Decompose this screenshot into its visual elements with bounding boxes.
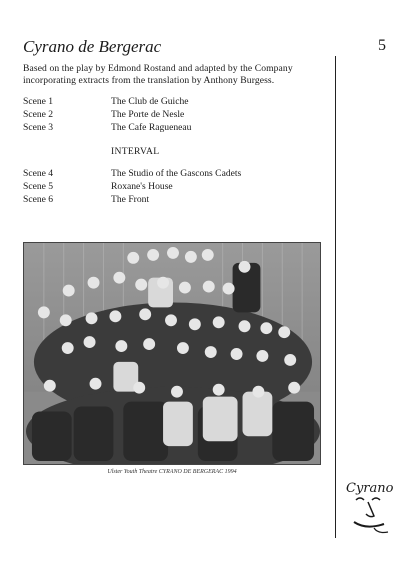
scene-name: The Porte de Nesle bbox=[111, 109, 185, 120]
scene-label: Scene 5 bbox=[23, 181, 54, 192]
logo-wordmark: Cyrano bbox=[346, 481, 394, 496]
scene-row bbox=[23, 109, 184, 120]
interval-heading: INTERVAL bbox=[111, 146, 160, 157]
scene-name: The Front bbox=[111, 194, 150, 205]
scene-name: Roxane's House bbox=[111, 181, 173, 192]
scene-label: Scene 1 bbox=[23, 96, 54, 107]
cyrano-logo-icon bbox=[344, 478, 396, 538]
page-title: Cyrano de Bergerac bbox=[23, 37, 162, 56]
intro-line: incorporating extracts from the translation by Anthony Burgess. bbox=[23, 75, 275, 86]
scene-row bbox=[23, 168, 241, 179]
scene-label: Scene 4 bbox=[23, 168, 54, 179]
intro-text bbox=[23, 63, 328, 87]
scene-name: The Club de Guiche bbox=[111, 96, 189, 107]
scene-label: Scene 3 bbox=[23, 122, 54, 133]
scene-row bbox=[23, 194, 149, 205]
scene-label: Scene 2 bbox=[23, 109, 54, 120]
scene-name: The Studio of the Gascons Cadets bbox=[111, 168, 242, 179]
page-number: 5 bbox=[378, 37, 386, 54]
scene-row bbox=[23, 181, 173, 192]
photo-caption: Ulster Youth Theatre CYRANO DE BERGERAC 1994 bbox=[107, 469, 237, 475]
scene-name: The Cafe Ragueneau bbox=[111, 122, 192, 133]
vertical-divider bbox=[335, 56, 336, 538]
intro-line: Based on the play by Edmond Rostand and adapted by the Company bbox=[23, 63, 293, 74]
scene-label: Scene 6 bbox=[23, 194, 54, 205]
cast-photo bbox=[23, 242, 321, 465]
cyrano-logo bbox=[344, 478, 396, 538]
scene-row bbox=[23, 96, 189, 107]
scene-row bbox=[23, 122, 191, 133]
cast-photo-image bbox=[24, 243, 320, 464]
